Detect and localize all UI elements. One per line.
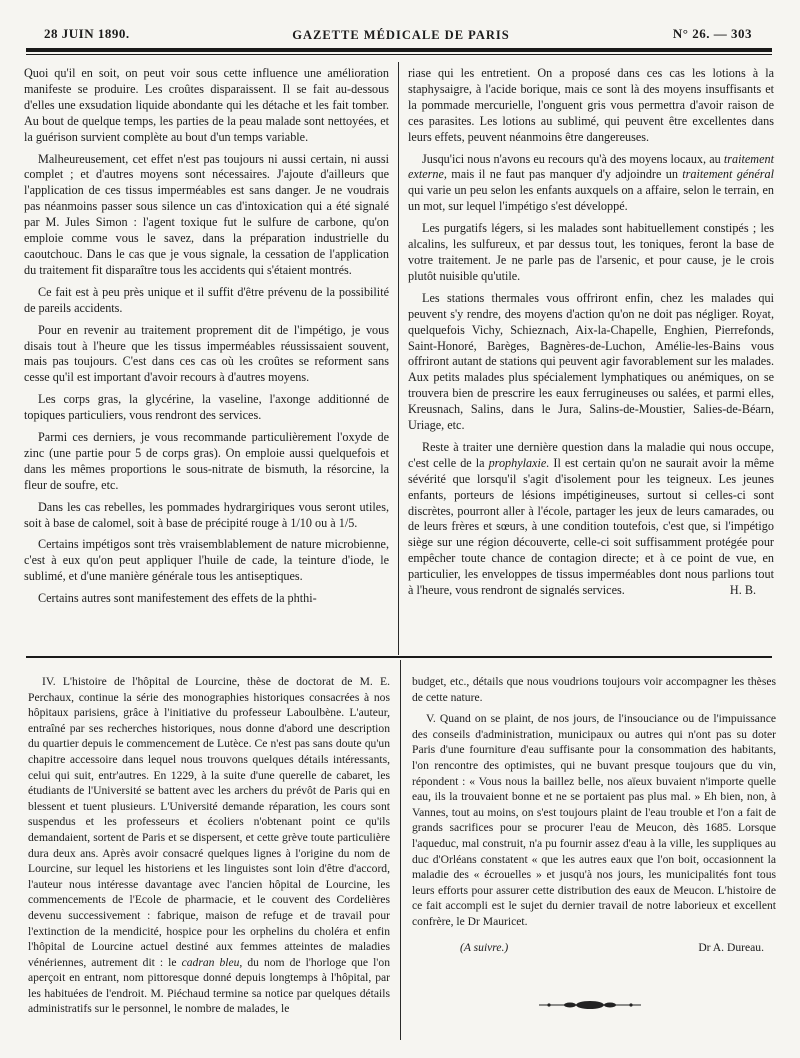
paragraph: Pour en revenir au traitement proprement dit de l'impétigo, je vous disais tout à l'heure que les tissus imperméables réussissaient souvent, mais pas toujours. C'est dans ces cas où les croûtes se reforment sans cesse qu'il est important d'avoir recours à d'autres moyens. [24, 322, 389, 385]
emphasis: cadran bleu, [181, 955, 243, 969]
header-title: GAZETTE MÉDICALE DE PARIS [292, 28, 510, 42]
lower-left-column [28, 674, 390, 1017]
paragraph: IV. L'histoire de l'hôpital de Lourcine, thèse de doctorat de M. E. Perchaux, continue la série des monographies historiques consacrées à nos hôpitaux parisiens, grâce à l'initiative du professeur Laboulbène. L'auteur, entraîné par ses recherches historiques, nous donne d'abord une description du quartier depuis le commencement de Lutèce. Ce n'est pas sans doute qu'un chapitre accessoire dans lequel nous trouvons quelques détails intéressants, celui qui suit, entr'autres. En 1229, à la suite d'une querelle de cabaret, les étudiants de l'Université se battent avec les archers du prévôt de Paris qui en blessent et tuent plusieurs. L'Université demande réparation, les cours sont suspendus et les professeurs et écoliers n'obtenant point ce qu'ils demandaient, sortent de Paris et se dispersent, et cette grève toute particulière dura deux ans. Après avoir consacré quelques lignes à l'origine du nom de Lourcine, sur lequel les historiens et les linguistes sont loin d'être d'accord, l'auteur nous intéresse davantage avec l'ancien hôpital de Lourcine, les commencements de l'Ecole de pharmacie, et le couvent des Cordelières devenu successivement : fabrique, maison de refuge et de travail pour l'extinction de la mendicité, hospice pour les orphelins du choléra et enfin l'hôpital de Lourcine actuel destiné aux femmes atteintes de maladies vénériennes, autrement dit : le cadran bleu, du nom de l'horloge que l'on aperçoit en entrant, nom pittoresque donné depuis longtemps à l'hôpital, par les habituées de l'endroit. M. Piéchaud termine sa notice par quelques détails administratifs sur le personnel, le nombre de malades, le [28, 675, 390, 1016]
upper-right-column [408, 66, 774, 599]
emphasis: traitement général [682, 167, 774, 182]
column-divider [398, 62, 399, 655]
paragraph: Jusqu'ici nous n'avons eu recours qu'à des moyens locaux, au traitement externe, mais il ne faut pas manquer d'y adjoindre un traitement général qui varie un peu selon les enfants auxquels on a affaire, selon le terrain, en un mot, sur lequel l'impétigo s'est développé. [408, 151, 774, 214]
paragraph: riase qui les entretient. On a proposé dans ces cas les lotions à la staphysaigre, à l'acide borique, mais ce sont là des moyens insuffisants et la pommade mercurielle, l'onguent gris vous permettra d'avoir raison de ces parasites. Les lotions au sublimé, qui peuvent être excellentes dans leurs effets, peuvent néanmoins être dangereuses. [408, 66, 774, 144]
lower-right-column [412, 674, 776, 955]
section-rule [26, 656, 772, 658]
upper-left-column [24, 66, 389, 607]
paragraph: Les stations thermales vous offriront enfin, chez les malades qui peuvent s'y rendre, des moyens d'action qu'on ne doit pas négliger. Royat, quelquefois Vichy, Schieznach, Aix-la-Chapelle, Enghien, Pierrefonds, Saint-Honoré, Barèges, Bagnères-de-Luchon, Amélie-les-Bains vous offriront autant de stations qui peuvent agir favorablement sur les malades. Aux petits malades plus spécialement lymphatiques ou anémiques, on se trouvera bien de prescrire les eaux ferrugineuses ou salées, et parmi elles, Kreusnach, Salins, dans le Jura, Salins-de-Moustier, Salies-de-Béarn, Uriage, etc. [408, 290, 774, 433]
header-rule-thick [26, 48, 772, 52]
page-header [40, 24, 762, 46]
paragraph: Parmi ces derniers, je vous recommande particulièrement l'oxyde de zinc (une partie pour 5 de corps gras). On emploie aussi quelquefois et dans les mêmes proportions le sous-nitrate de bismuth, la résorcine, la fleur de soufre, etc. [24, 430, 389, 492]
paragraph: Dans les cas rebelles, les pommades hydrargiriques vous seront utiles, soit à base de calomel, soit à base de précipité rouge à 1/10 ou à 1/5. [24, 499, 389, 530]
paragraph: Les purgatifs légers, si les malades sont habituellement constipés ; les alcalins, les sulfureux, et par dessus tout, les toniques, feront la base de votre traitement. Je ne parle pas de l'arsenic, et pour cause, je le crois plutôt nuisible qu'utile. [408, 221, 774, 283]
paragraph: Reste à traiter une dernière question dans la maladie qui nous occupe, c'est celle de la prophylaxie. Il est certain qu'on ne saurait avoir la même sévérité que lorsqu'il s'agit d'isolement pour les teigneux. Les jeunes enfants, porteurs de lésions impétigineuses, surtout si celles-ci sont discrètes, pourront aller à l'école, partager les jeux de leurs camarades, ou de leurs frères et sœurs, à une condition toutefois, c'est que, si l'impétigo siège sur une région découverte, celle-ci soit suffisamment protégée pour empêcher toute chance de contagion directe; et à ce point de vue, en particulier, les enveloppes de tissus imperméables dont nous parlions tout à l'heure, vous rendront de signalés services. H. B. [408, 439, 774, 598]
to-be-continued: (A suivre.) [460, 940, 509, 954]
header-page-number: N° 26. — 303 [672, 26, 752, 41]
header-date: 28 JUIN 1890. [44, 26, 130, 41]
signature-line [412, 940, 776, 956]
emphasis: prophylaxie. [488, 455, 550, 470]
ornament-divider [535, 998, 645, 1012]
paragraph: Les corps gras, la glycérine, la vaseline, l'axonge additionné de topiques particuliers, vous rendront des services. [24, 392, 389, 423]
author-initials: H. B. [729, 583, 756, 598]
paragraph: Malheureusement, cet effet n'est pas toujours ni aussi certain, ni aussi complet ; et d'autres moyens sont nécessaires. J'ajoute d'ailleurs que l'application de ces tissus imperméables est sans danger. Je ne voudrais pas néanmoins passer sous silence un cas d'intoxication qui a été signalé par M. Jules Simon : l'agent toxique fut le sulfure de carbone, qu'on emploie comme vous le savez, dans la préparation industrielle du caoutchouc. Dans le cas que je vous signale, la cessation de l'application du traitement fit disparaître tous les accidents qui s'étaient montrés. [24, 151, 389, 277]
header-rule-thin [26, 54, 772, 55]
paragraph: Certains impétigos sont très vraisemblablement de nature microbienne, c'est à eux qu'on peut appliquer l'huile de cade, la teinture d'iode, le sublimé, et d'une manière générale tous les antiseptiques. [24, 537, 389, 584]
author-signature: Dr A. Dureau. [698, 940, 764, 954]
column-divider [400, 660, 401, 1040]
paragraph: budget, etc., détails que nous voudrions toujours voir accompagner les thèses de cette nature. [412, 675, 776, 704]
emphasis: traitement externe, [408, 151, 774, 182]
paragraph: Certains autres sont manifestement des effets de la phthi- [38, 591, 317, 606]
paragraph: Ce fait est à peu près unique et il suffit d'être prévenu de la possibilité de pareils accidents. [24, 284, 389, 315]
paragraph: V. Quand on se plaint, de nos jours, de l'insouciance ou de l'impuissance des conseils d'administration, municipaux ou autres qui n'ont pas su doter Paris d'une fourniture d'eau suffisante pour la consommation des habitants, l'on rencontre des optimistes, qui ne buvant presque toujours que du vin, répondent : « Vous nous la baillez belle, nos aïeux buvaient n'importe quelle eau, ils la trouvaient bonne et ne se portaient pas plus mal. » Eh bien, non, à Vannes, tout au moins, on s'est toujours plaint de l'eau trouble et l'on a fait de grands sacrifices pour se procurer l'eau de Meucon, dès 1685. Lorsque l'aqueduc, mal construit, n'a pu fournir assez d'eau à la ville, les suppliques au duc d'Orléans constatent « que les autres eaux que l'on boit, occasionnent la maladie des « écrouelles » et jusqu'à nos jours, les municipalités font tous leurs efforts pour assurer cette distribution des eaux de Meucon. L'histoire de ce fait accompli est le sujet du dernier travail de notre laborieux et excellent confrère, le Dr Mauricet. [412, 712, 776, 928]
paragraph: Quoi qu'il en soit, on peut voir sous cette influence une amélioration manifeste se produire. Les croûtes disparaissent. Il se fait au-dessous d'elles une exsudation liquide abondante qui les détache et les fait tomber. Au bout de quelque temps, les parties de la peau malade sont nettoyées, et la guérison survient complète au bout d'un temps variable. [24, 66, 389, 144]
